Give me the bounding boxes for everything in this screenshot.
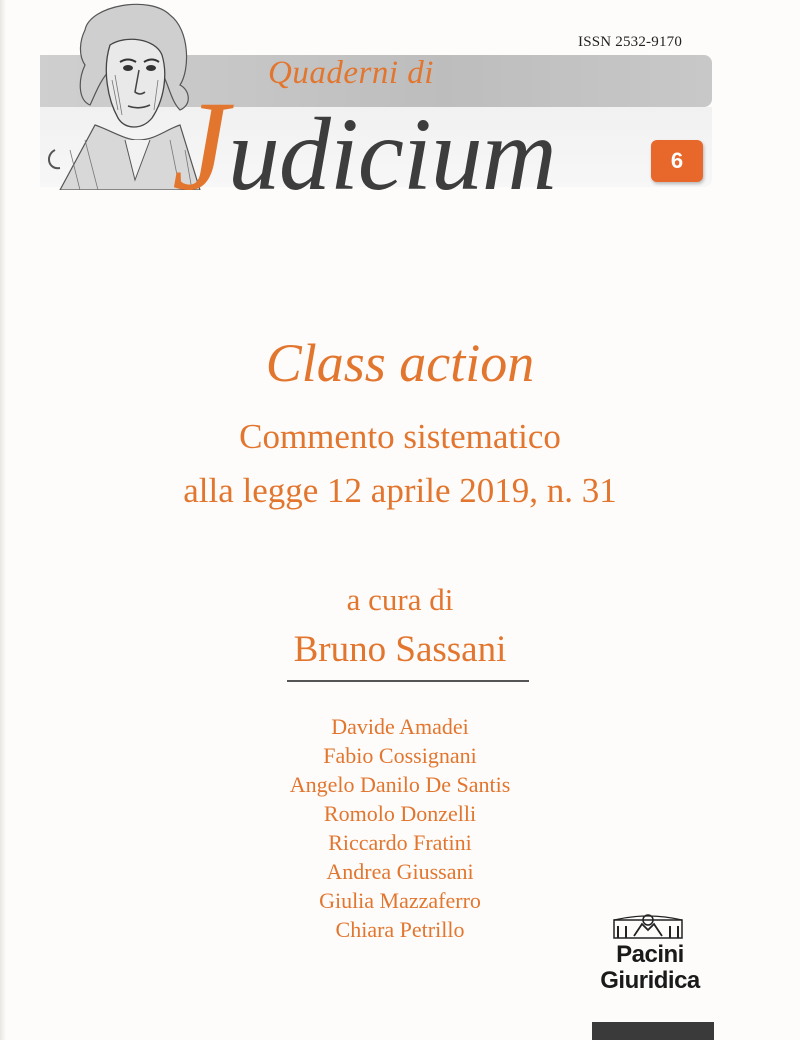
publisher-name-line1: Pacini — [616, 941, 684, 968]
book-title: Class action — [265, 333, 535, 393]
publisher-logo — [585, 912, 715, 1002]
contributor-name: Andrea Giussani — [326, 859, 474, 884]
series-brand — [172, 75, 556, 217]
contributor-name: Angelo Danilo De Santis — [289, 772, 511, 797]
spine-bar — [592, 1022, 714, 1040]
editor-name: Bruno Sassani — [293, 629, 507, 670]
contributor-name: Romolo Donzelli — [323, 801, 477, 826]
publisher-name-line2: Giuridica — [600, 967, 700, 994]
issn-label: ISSN 2532-9170 — [578, 34, 683, 50]
book-subtitle — [0, 410, 800, 518]
issue-number-badge: 6 — [651, 140, 703, 182]
contributor-name: Riccardo Fratini — [328, 830, 472, 855]
brand-initial: J — [172, 75, 228, 217]
contributor-name: Giulia Mazzaferro — [319, 888, 481, 913]
publisher-emblem-icon — [612, 912, 684, 940]
editor-underline — [287, 680, 529, 682]
series-title: Quaderni di — [268, 55, 434, 91]
subtitle-line: alla legge 12 aprile 2019, n. 31 — [183, 471, 617, 510]
contributor-name: Chiara Petrillo — [335, 917, 465, 942]
contributors-list — [0, 712, 800, 944]
brand-rest: udicium — [227, 97, 556, 212]
contributor-name: Fabio Cossignani — [323, 743, 477, 768]
contributor-name: Davide Amadei — [331, 714, 469, 739]
subtitle-line: Commento sistematico — [239, 417, 561, 456]
edited-by-label: a cura di — [346, 582, 454, 617]
